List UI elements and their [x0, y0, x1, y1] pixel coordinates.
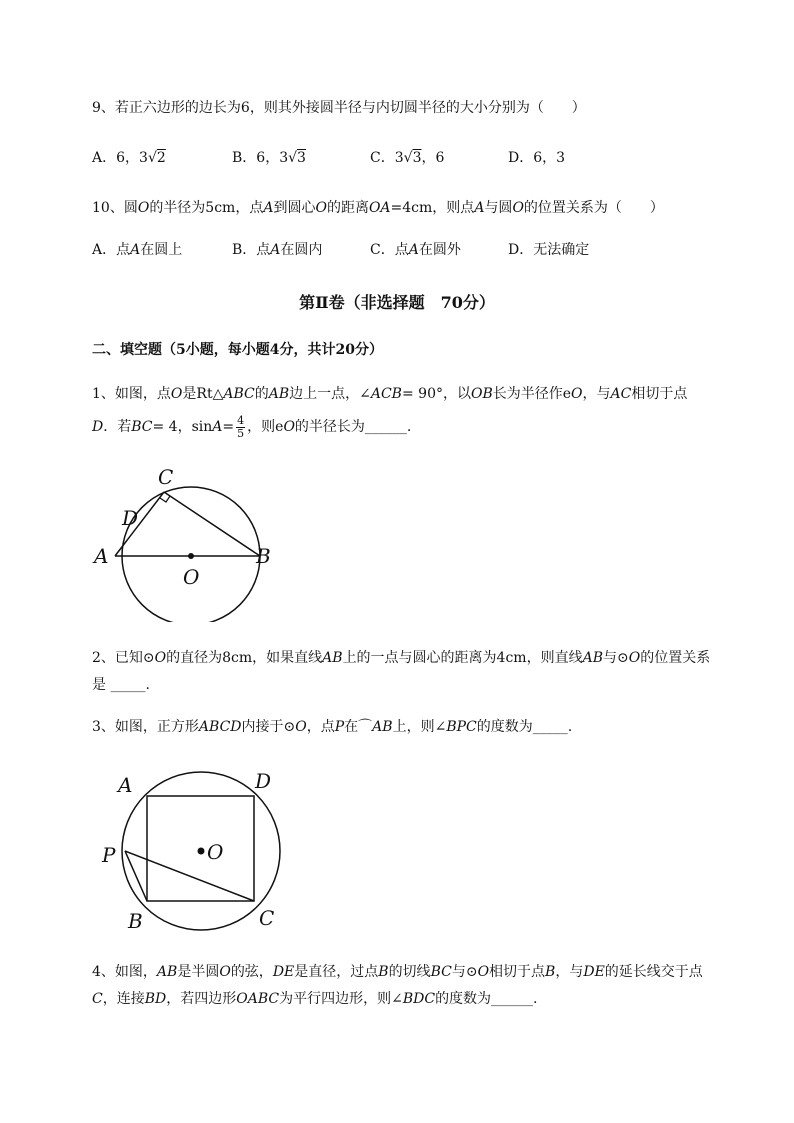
q9-option-b	[232, 148, 306, 168]
var: AC	[610, 386, 632, 402]
text: ，与	[582, 386, 611, 402]
numerator: 4	[237, 413, 245, 427]
label-d: D	[255, 769, 272, 793]
text: 无法确定	[533, 242, 590, 258]
problem-4-line-1	[92, 962, 703, 982]
var: DE	[272, 964, 295, 980]
var: ACB	[370, 386, 402, 402]
var: B	[378, 964, 389, 980]
var-a: A	[474, 200, 485, 216]
center-point	[198, 848, 205, 855]
text: 的	[254, 386, 269, 402]
option-text: 3	[394, 150, 404, 166]
var: O	[571, 386, 583, 402]
text: ，连接	[102, 991, 145, 1007]
problem-4-line-2	[92, 989, 538, 1009]
text: 4、如图，	[92, 964, 157, 980]
text: 的距离	[326, 200, 369, 216]
radicand: 3	[297, 150, 306, 166]
text: = 90°，以	[401, 386, 471, 402]
var: O	[154, 650, 167, 666]
text: =4cm，则点	[390, 200, 475, 216]
text: 点	[256, 242, 271, 258]
q10-option-a	[92, 240, 182, 260]
var: BC	[131, 419, 153, 435]
text: 与⊙	[603, 650, 629, 666]
label-a: A	[118, 773, 133, 797]
text: 是直径，过点	[294, 964, 379, 980]
text: 在圆外	[418, 242, 461, 258]
var: A	[130, 242, 141, 258]
var: O	[295, 719, 307, 735]
arc-symbol: ⌒	[358, 719, 373, 735]
problem-1-line-2	[92, 413, 411, 441]
label-o: O	[207, 840, 224, 864]
text: 的度数为_____.	[476, 719, 573, 735]
text: 的半径为5cm，点	[149, 200, 264, 216]
var: OB	[470, 386, 493, 402]
var: AB	[156, 964, 178, 980]
text: ．若	[103, 419, 132, 435]
var: O	[219, 964, 231, 980]
var: BD	[144, 991, 167, 1007]
figure-3-square-circle	[92, 758, 302, 943]
problem-3-line-1	[92, 717, 572, 737]
text: ，则e	[247, 419, 284, 435]
option-letter: D．	[508, 150, 534, 166]
text: 上，则∠	[392, 719, 447, 735]
text: 与圆	[484, 200, 513, 216]
q9-option-a	[92, 148, 166, 168]
problem-2-line-2: 是 _____.	[92, 677, 150, 693]
option-letter: B．	[232, 150, 257, 166]
var-a: A	[263, 200, 274, 216]
section-heading: 二、填空题（5小题，每小题4分，共计20分）	[92, 342, 383, 358]
q9-option-c	[370, 148, 444, 168]
label-o: O	[183, 565, 200, 589]
var-o: O	[137, 200, 150, 216]
text: 在	[344, 719, 359, 735]
var: A	[212, 419, 223, 435]
var: O	[477, 964, 490, 980]
text: 的半径长为______.	[294, 419, 412, 435]
center-point	[188, 553, 194, 559]
var-o: O	[315, 200, 327, 216]
q10-option-c	[370, 240, 461, 260]
label-b: B	[128, 909, 143, 933]
text: 是半圆	[177, 964, 220, 980]
var: B	[545, 964, 556, 980]
problem-1-line-1	[92, 384, 687, 404]
text: 的直径为8cm，如果直线	[166, 650, 323, 666]
text: 1、如图，点	[92, 386, 171, 402]
option-text-after: ，6	[421, 150, 445, 166]
label-a: A	[94, 544, 109, 568]
text: ，若四边形	[166, 991, 237, 1007]
label-d: D	[122, 506, 139, 530]
text: ，与	[555, 964, 584, 980]
sqrt-symbol: √	[147, 150, 157, 166]
text: 长为半径作e	[492, 386, 572, 402]
question-10-stem	[92, 198, 664, 218]
text: 内接于⊙	[241, 719, 296, 735]
var: D	[92, 419, 104, 435]
var: O	[628, 650, 641, 666]
text: 是Rt△	[182, 386, 224, 402]
label-b: B	[256, 544, 271, 568]
var: AB	[582, 650, 603, 666]
text: 点	[394, 242, 409, 258]
var: P	[334, 719, 345, 735]
var: O	[170, 386, 183, 402]
label-c: C	[259, 906, 275, 930]
var: BC	[430, 964, 452, 980]
var: A	[270, 242, 281, 258]
text: 与⊙	[451, 964, 478, 980]
text: 2、已知⊙	[92, 650, 155, 666]
text: = 4，sin	[152, 419, 213, 435]
q10-option-b	[232, 240, 322, 260]
var: C	[92, 991, 103, 1007]
var: OABC	[236, 991, 280, 1007]
text: 3、如图，正方形	[92, 719, 199, 735]
text: 相切于点	[489, 964, 546, 980]
option-text: 6，3	[116, 150, 148, 166]
option-letter: A．	[92, 242, 117, 258]
right-angle-mark	[160, 496, 170, 502]
segment-cb	[164, 492, 260, 556]
section-title: 第Ⅱ卷（非选择题 70分）	[299, 293, 495, 312]
option-letter: B．	[232, 242, 257, 258]
denominator: 5	[237, 426, 245, 440]
text: 的切线	[388, 964, 431, 980]
text: 的位置关系为（ ）	[523, 200, 664, 216]
text: 点	[116, 242, 131, 258]
text: 为平行四边形，则∠	[279, 991, 403, 1007]
var: AB	[322, 650, 343, 666]
text: 到圆心	[273, 200, 316, 216]
var: AB	[268, 386, 290, 402]
text: 在圆内	[280, 242, 323, 258]
text: ，点	[306, 719, 335, 735]
var: BDC	[402, 991, 436, 1007]
var: ABCD	[198, 719, 242, 735]
text: 的弦，	[230, 964, 273, 980]
var: BPC	[446, 719, 477, 735]
question-9-stem: 9、若正六边形的边长为6，则其外接圆半径与内切圆半径的大小分别为（ ）	[92, 100, 586, 116]
option-letter: C．	[370, 242, 395, 258]
option-text: 6，3	[533, 150, 566, 166]
text: =	[222, 419, 235, 435]
text: 10、圆	[92, 200, 138, 216]
option-letter: D．	[508, 242, 534, 258]
text: 上的一点与圆心的距离为4cm，则直线	[342, 650, 583, 666]
q9-option-d	[508, 148, 565, 168]
radicand: 3	[412, 150, 422, 166]
var: ABC	[223, 386, 255, 402]
figure-1-triangle-circle	[88, 462, 288, 622]
var: DE	[583, 964, 605, 980]
option-text: 6，3	[256, 150, 289, 166]
text: 相切于点	[631, 386, 688, 402]
text: 的位置关系	[640, 650, 711, 666]
sqrt-symbol: √	[288, 150, 298, 166]
q10-option-d	[508, 240, 589, 260]
radicand: 2	[156, 150, 166, 166]
var: A	[408, 242, 419, 258]
label-c: C	[158, 465, 174, 489]
var-o: O	[512, 200, 524, 216]
fraction	[236, 415, 245, 440]
option-letter: A．	[92, 150, 117, 166]
text: 边上一点，∠	[289, 386, 371, 402]
problem-2-line-1	[92, 648, 710, 668]
option-letter: C．	[370, 150, 395, 166]
text: 的延长线交于点	[604, 964, 703, 980]
text: 在圆上	[140, 242, 183, 258]
var-oa: OA	[368, 200, 391, 216]
label-p: P	[102, 843, 116, 867]
sqrt-symbol: √	[403, 150, 413, 166]
var: AB	[372, 719, 393, 735]
var: O	[283, 419, 295, 435]
text: 的度数为______.	[435, 991, 538, 1007]
